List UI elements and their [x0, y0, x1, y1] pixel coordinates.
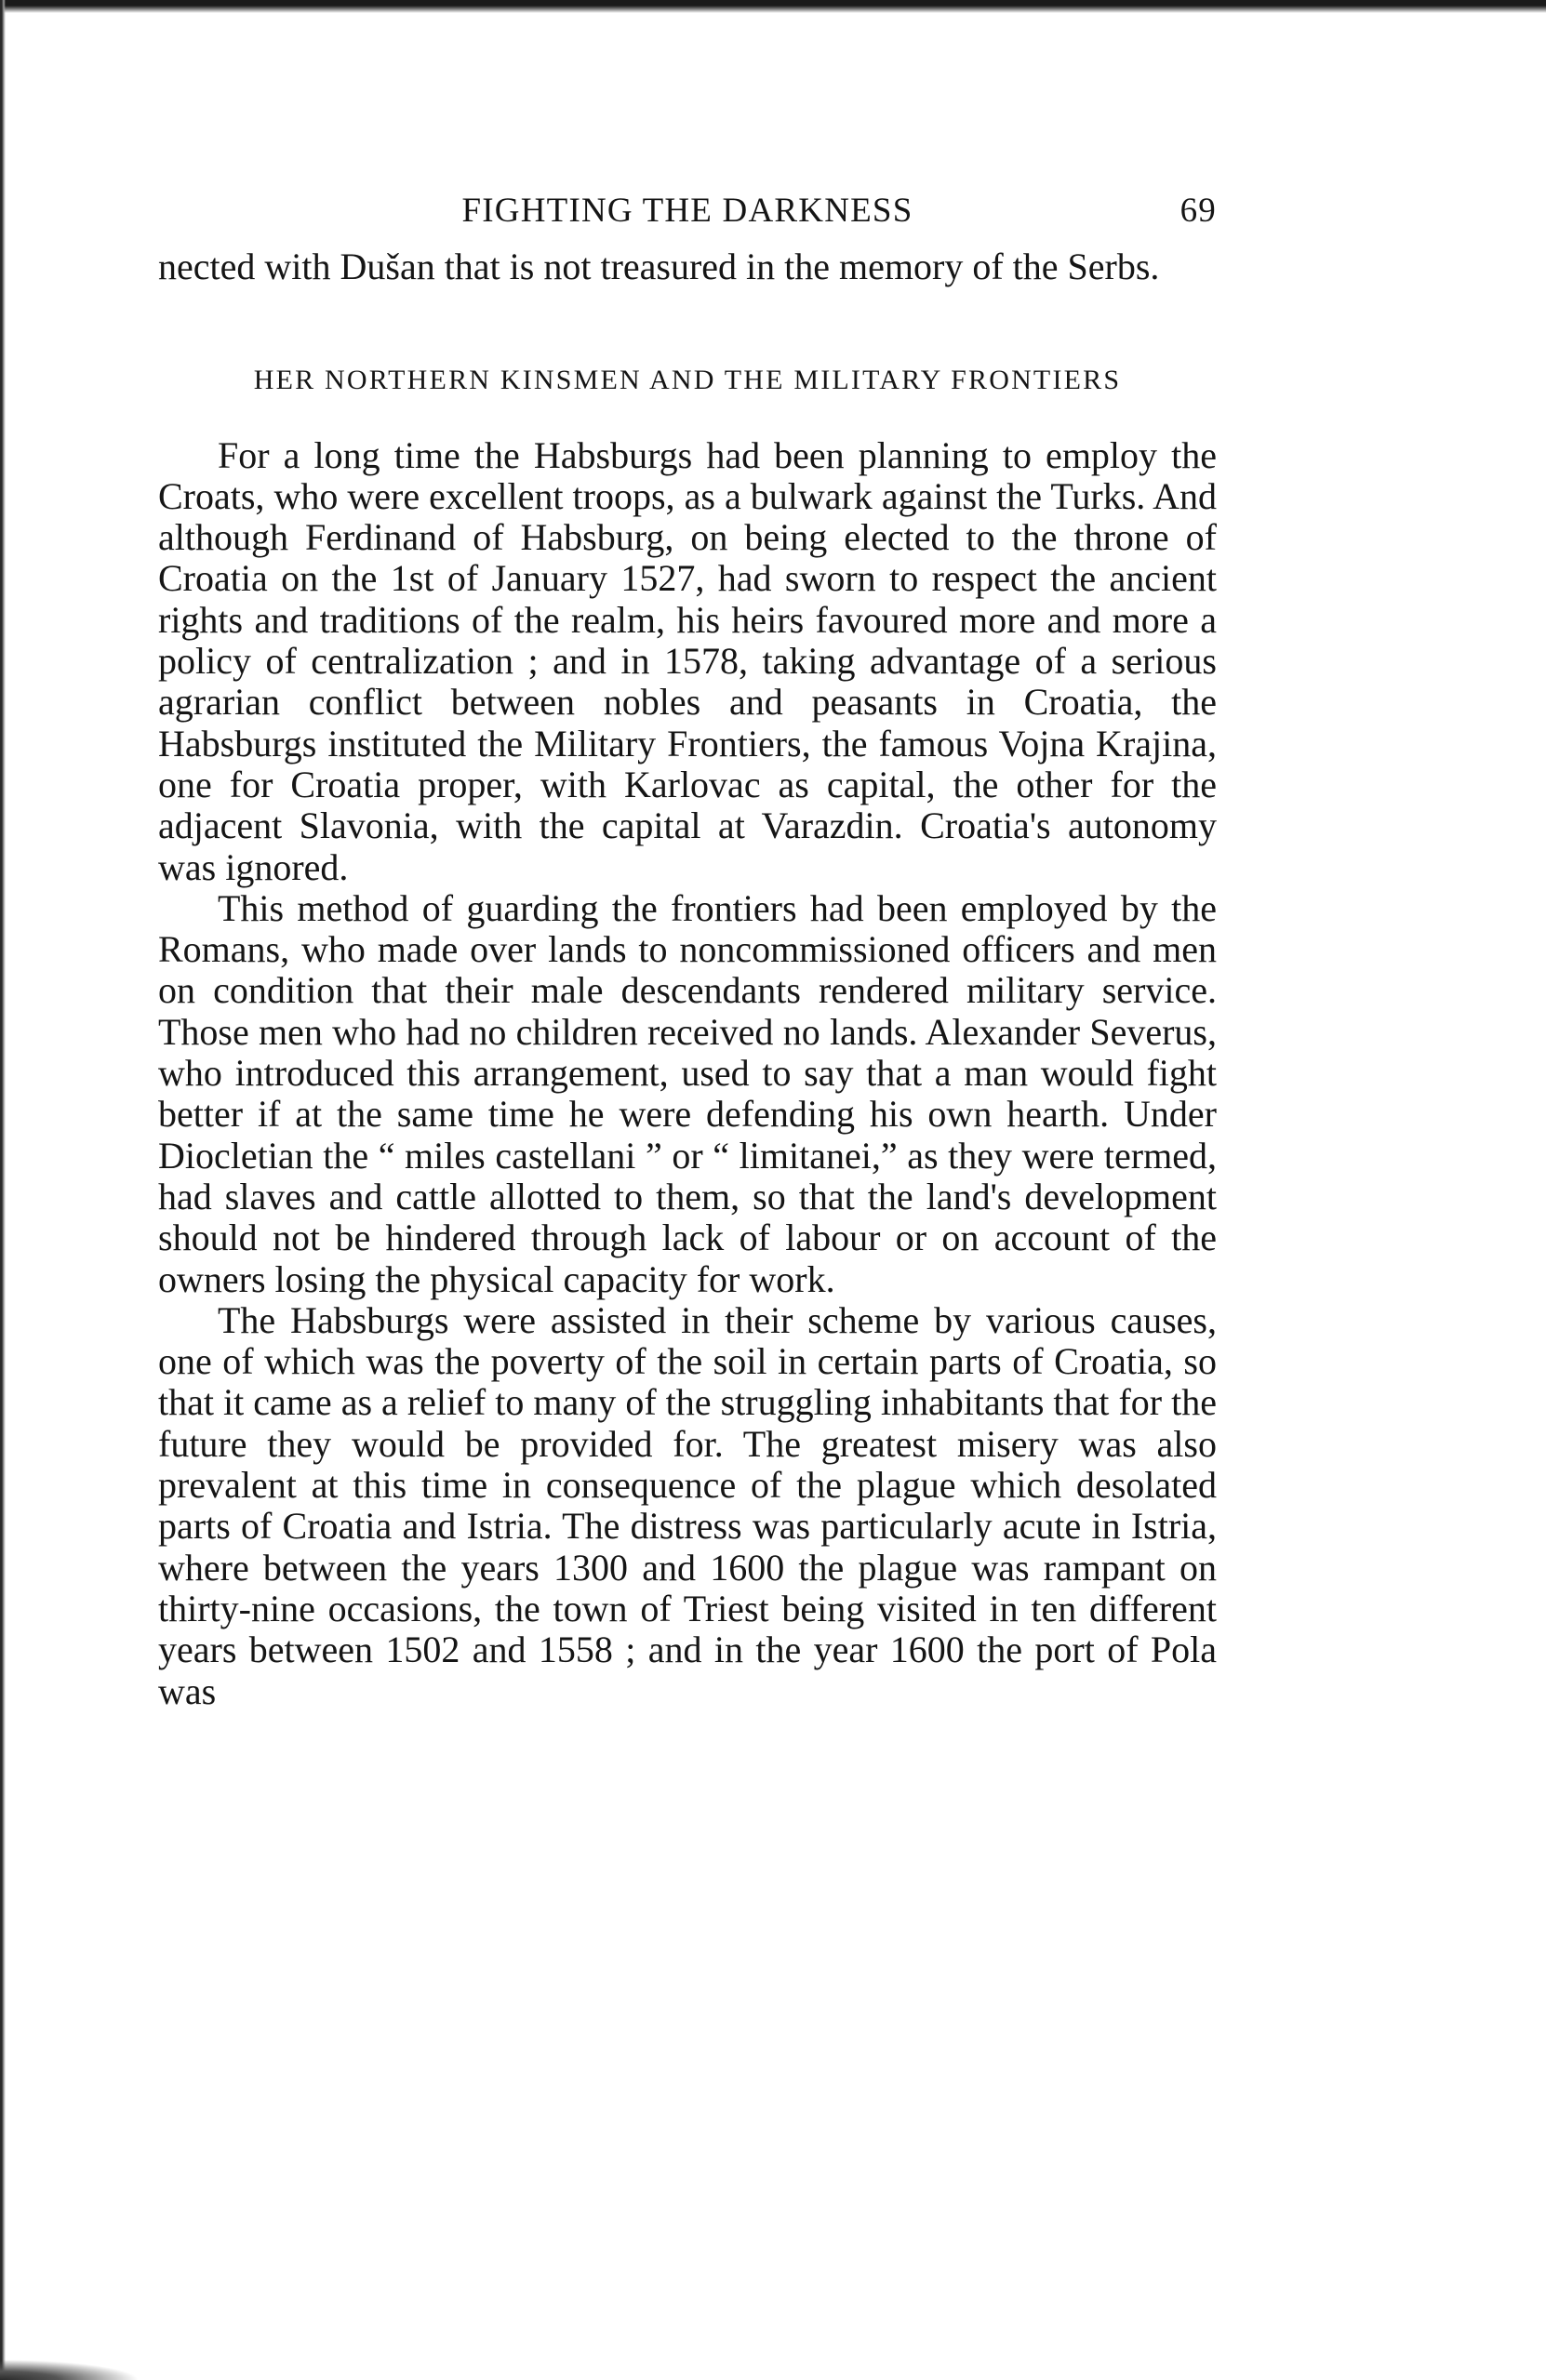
scan-corner-mark [0, 2360, 140, 2380]
book-page [158, 191, 1217, 1712]
running-head-title: FIGHTING THE DARKNESS [461, 192, 913, 230]
scan-edge-left [0, 0, 6, 2380]
paragraph-plague: The Habsburgs were assisted in their scheme by various causes, one of which was the poverty of the soil in certain parts of Croatia, so that it came as a relief to many of the struggling inhabitants that for the future they would be provided for. The greatest misery was also prevalent at this time in consequence of the plague which desolated parts of Croatia and Istria. The distress was particularly acute in Istria, where between the years 1300 and 1600 the plague was rampant on thirty-nine occasions, the town of Triest being visited in ten different years between 1502 and 1558 ; and in the year 1600 the port of Pola was [158, 1298, 1217, 1712]
continuation-paragraph: nected with Dušan that is not treasured in the memory of the Serbs. [158, 246, 1160, 287]
running-head [158, 191, 1217, 246]
paragraph-roman-method: This method of guarding the frontiers had been employed by the Romans, who made over lands to noncommissioned officers and men on condition that their male descendants rendered military service. Those men who had no children received no lands. Alexander Severus, who introduced this arrangement, used to say that a man would fight better if at the same time he were defending his own hearth. Under Diocletian the “ miles castellani ” or “ limitanei,” as they were termed, had slaves and cattle allotted to them, so that the land's development should not be hindered through lack of labour or on account of the owners losing the physical capacity for work. [158, 886, 1217, 1300]
paragraph-habsburgs-croats: For a long time the Habsburgs had been planning to employ the Croats, who were excellent troops, as a bulwark against the Turks. And although Ferdinand of Habsburg, on being elected to the throne of Croatia on the 1st of January 1527, had sworn to respect the ancient rights and traditions of the realm, his heirs favoured more and more a policy of centralization ; and in 1578, taking advantage of a serious agrarian conflict between nobles and peasants in Croatia, the Habsburgs instituted the Military Frontiers, the famous Vojna Krajina, one for Croatia proper, with Karlovac as capital, the other for the adjacent Slavonia, with the capital at Varazdin. Croatia's autonomy was ignored. [158, 433, 1217, 888]
page-number: 69 [1179, 192, 1217, 230]
body-text [158, 246, 1217, 1712]
scan-edge-top [0, 0, 1546, 13]
section-heading: HER NORTHERN KINSMEN AND THE MILITARY FRONTIERS [253, 365, 1122, 396]
